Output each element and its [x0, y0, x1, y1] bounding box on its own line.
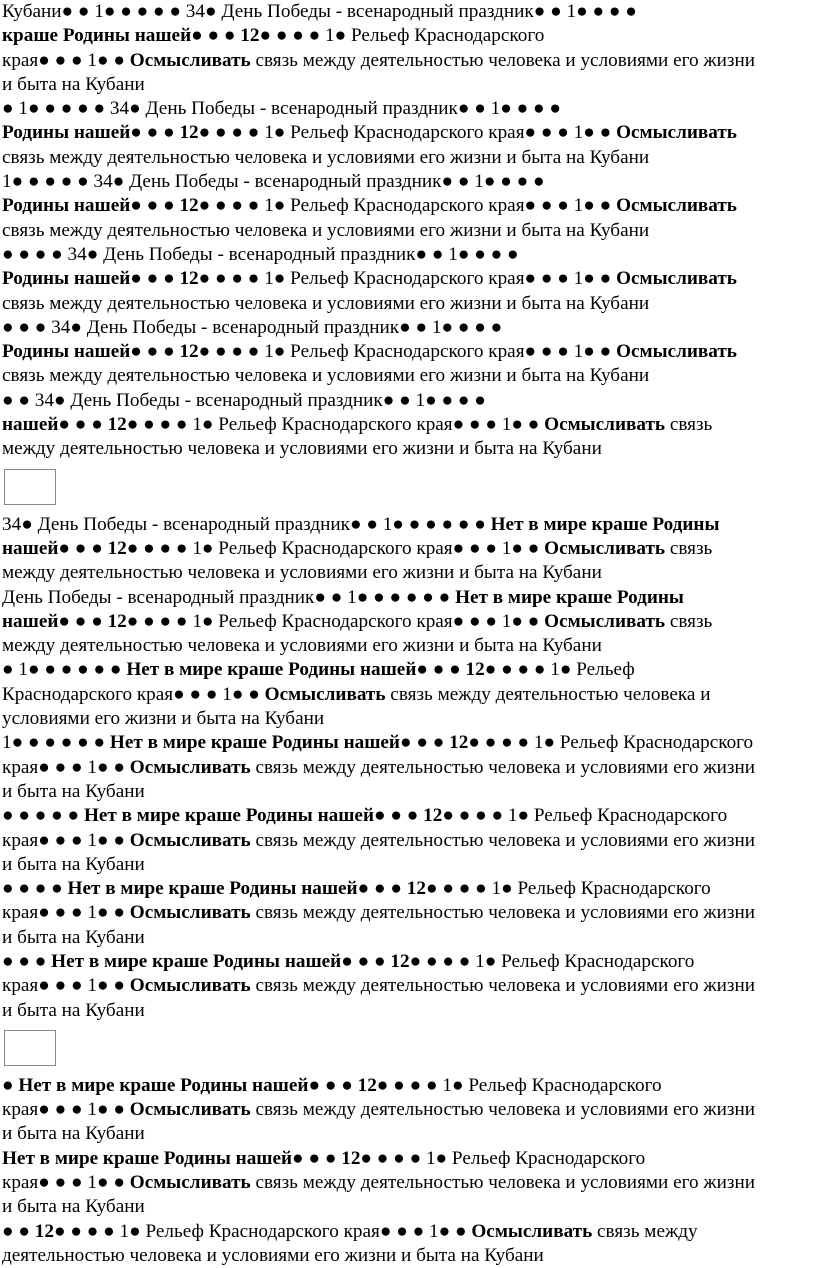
bold-text: Осмысливать	[544, 414, 666, 436]
text-run: ● ● ● 34● День Победы - всенародный праздник● ● 1● ● ● ●	[2, 316, 503, 338]
text-run: 1● Рельеф Краснодарского края● ● ● 1● ●	[192, 610, 545, 632]
text-run: связь между деятельностью человека и условиями его жизни	[250, 902, 756, 924]
bold-text: Осмысливать	[616, 195, 737, 217]
bold-text: Осмысливать	[129, 975, 251, 997]
text-run: связь между деятельностью человека и	[385, 683, 711, 705]
bold-text: Осмысливать	[129, 902, 251, 924]
text-run: и быта на Кубани	[2, 73, 145, 95]
bold-text: Нет в мире краше Родины нашей● ● ● 12● ● ● ●	[51, 950, 476, 972]
paragraph	[2, 658, 810, 731]
text-run: связь между деятельностью человека и условиями его жизни и быта на Кубани	[2, 146, 650, 168]
text-run: и быта на Кубани	[2, 926, 145, 948]
bold-text: Осмысливать	[129, 1172, 251, 1194]
paragraph	[2, 170, 810, 243]
text-run: связь между деятельностью человека и условиями его жизни	[250, 829, 756, 851]
text-run: 34● День Победы - всенародный праздник● ● 1● ● ● ● ● ●	[2, 513, 491, 535]
paragraph	[2, 731, 810, 804]
text-run: края● ● ● 1● ●	[2, 902, 130, 924]
paragraph	[2, 1074, 810, 1147]
paragraph	[2, 513, 810, 586]
text-run: 1● Рельеф Краснодарского	[475, 950, 695, 972]
text-run: условиями его жизни и быта на Кубани	[2, 708, 325, 730]
paragraph	[2, 1147, 810, 1220]
image-placeholder-box	[4, 1030, 56, 1066]
text-run: 1● Рельеф Краснодарского	[533, 732, 754, 754]
paragraph	[2, 97, 810, 170]
bold-text: Осмысливать	[616, 268, 737, 290]
text-run: 1● Рельеф Краснодарского края● ● ● 1● ●	[192, 414, 545, 436]
text-run: связь между деятельностью человека и условиями его жизни	[250, 49, 756, 71]
bold-text: нашей● ● ● 12● ● ● ●	[2, 610, 193, 632]
text-run: ● ● 34● День Победы - всенародный праздник● ● 1● ● ● ●	[2, 389, 486, 411]
bold-text: Осмысливать	[616, 341, 737, 363]
text-run: 1● ● ● ● ● ●	[2, 732, 110, 754]
text-run: ● ● ● ●	[2, 878, 68, 900]
text-run: 1● Рельеф Краснодарского края● ● ● 1● ●	[264, 268, 617, 290]
text-run: деятельностью человека и условиями его жизни и быта на Кубани	[2, 1244, 544, 1266]
paragraph	[2, 877, 810, 950]
text-run: 1● ● ● ● ● 34● День Победы - всенародный праздник● ● 1● ● ● ●	[2, 171, 545, 193]
text-run: края● ● ● 1● ●	[2, 829, 130, 851]
paragraph	[2, 243, 810, 316]
paragraph	[2, 586, 810, 659]
bold-text: Осмысливать	[129, 756, 251, 778]
text-run: День Победы - всенародный праздник● ● 1● ● ● ● ● ●	[2, 586, 456, 608]
text-run: связь между деятельностью человека и условиями его жизни и быта на Кубани	[2, 365, 650, 387]
text-run: связь между деятельностью человека и условиями его жизни и быта на Кубани	[2, 219, 650, 241]
text-run: края● ● ● 1● ●	[2, 1099, 130, 1121]
bold-text: Осмысливать	[129, 1099, 251, 1121]
bold-text: Осмысливать	[129, 829, 251, 851]
text-run: и быта на Кубани	[2, 1196, 145, 1218]
text-run: связь	[665, 414, 713, 436]
text-run: 1● Рельеф Краснодарского края● ● ● 1● ●	[192, 537, 545, 559]
bold-text: Родины нашей● ● ● 12● ● ● ●	[2, 341, 265, 363]
text-run: ● ● ● ● ●	[2, 805, 84, 827]
bold-text: Нет в мире краше Родины нашей● ● ● 12● ● ● ●	[109, 732, 534, 754]
paragraph	[2, 950, 810, 1023]
bold-text: Осмысливать	[129, 49, 251, 71]
bold-text: Родины нашей● ● ● 12● ● ● ●	[2, 268, 265, 290]
text-run: и быта на Кубани	[2, 1123, 145, 1145]
text-run: края● ● ● 1● ●	[2, 975, 130, 997]
text-run: 1● Рельеф Краснодарского края● ● ● 1● ●	[264, 122, 617, 144]
paragraph	[2, 316, 810, 389]
paragraph	[2, 804, 810, 877]
paragraph	[2, 0, 810, 97]
bold-text: Осмысливать	[471, 1220, 593, 1242]
text-run: ● 1● ● ● ● ● ●	[2, 659, 127, 681]
bold-text: Осмысливать	[544, 537, 666, 559]
text-run: края● ● ● 1● ●	[2, 756, 130, 778]
bold-text: Осмысливать	[544, 610, 666, 632]
bold-text: Родины нашей● ● ● 12● ● ● ●	[2, 122, 265, 144]
text-run: между деятельностью человека и условиями его жизни и быта на Кубани	[2, 635, 602, 657]
bold-text: нашей● ● ● 12● ● ● ●	[2, 414, 193, 436]
text-run: связь	[665, 537, 713, 559]
bold-text: Нет в мире краше Родины нашей● ● ● 12● ● ● ●	[67, 878, 492, 900]
text-run: между деятельностью человека и условиями его жизни и быта на Кубани	[2, 438, 602, 460]
text-run: ● 1● ● ● ● ● 34● День Победы - всенародный праздник● ● 1● ● ● ●	[2, 98, 561, 120]
bold-text: краше Родины нашей● ● ● 12● ● ● ●	[2, 25, 326, 47]
text-run: 1● Рельеф Краснодарского края● ● ● 1● ●	[119, 1220, 472, 1242]
text-run: ● ● ●	[2, 950, 52, 972]
text-run: связь между деятельностью человека и условиями его жизни	[250, 756, 756, 778]
text-run: 1● Рельеф Краснодарского	[507, 805, 728, 827]
text-run: связь	[665, 610, 713, 632]
text-run: связь между деятельностью человека и условиями его жизни	[250, 975, 756, 997]
bold-text: Нет в мире краше Родины нашей● ● ● 12● ● ● ●	[83, 805, 508, 827]
text-run: Кубани● ● 1● ● ● ● ● 34● День Победы - всенародный праздник● ● 1● ● ● ●	[2, 1, 637, 22]
bold-text: Родины нашей● ● ● 12● ● ● ●	[2, 195, 265, 217]
bold-text: нашей● ● ● 12● ● ● ●	[2, 537, 193, 559]
text-run: связь между	[592, 1220, 698, 1242]
text-run: связь между деятельностью человека и условиями его жизни	[250, 1099, 756, 1121]
text-run: края● ● ● 1● ●	[2, 49, 130, 71]
text-run: Краснодарского края● ● ● 1● ●	[2, 683, 265, 705]
bold-text: Нет в мире краше Родины	[455, 586, 684, 608]
text-run: 1● Рельеф Краснодарского	[442, 1074, 662, 1096]
text-run: связь между деятельностью человека и условиями его жизни и быта на Кубани	[2, 292, 650, 314]
bold-text: Осмысливать	[616, 122, 737, 144]
text-run: связь между деятельностью человека и условиями его жизни	[250, 1172, 756, 1194]
text-run: между деятельностью человека и условиями его жизни и быта на Кубани	[2, 562, 602, 584]
text-run: ● ● ● ● 34● День Победы - всенародный праздник● ● 1● ● ● ●	[2, 243, 519, 265]
bold-text: Нет в мире краше Родины нашей● ● ● 12● ● ● ●	[126, 659, 551, 681]
bold-text: Осмысливать	[264, 683, 386, 705]
text-run: 1● Рельеф Краснодарского края● ● ● 1● ●	[264, 341, 617, 363]
text-run: и быта на Кубани	[2, 780, 145, 802]
bold-text: Нет в мире краше Родины нашей● ● ● 12● ● ● ●	[2, 1147, 426, 1169]
text-run: и быта на Кубани	[2, 853, 145, 875]
text-run: 1● Рельеф Краснодарского	[425, 1147, 646, 1169]
text-run: 1● Рельеф Краснодарского края● ● ● 1● ●	[264, 195, 617, 217]
text-run: 1● Рельеф Краснодарского	[491, 878, 711, 900]
text-run: ●	[2, 1074, 19, 1096]
text-run: 1● Рельеф	[550, 659, 635, 681]
paragraph	[2, 389, 810, 462]
text-run: и быта на Кубани	[2, 999, 145, 1021]
text-run: 1● Рельеф Краснодарского	[325, 25, 545, 47]
bold-text: Нет в мире краше Родины нашей● ● ● 12● ● ● ●	[18, 1074, 443, 1096]
bold-text: Нет в мире краше Родины	[490, 513, 720, 535]
text-run: края● ● ● 1● ●	[2, 1172, 130, 1194]
paragraph	[2, 1220, 810, 1268]
bold-text: ● ● 12● ● ● ●	[2, 1220, 120, 1242]
image-placeholder-box	[4, 469, 56, 505]
